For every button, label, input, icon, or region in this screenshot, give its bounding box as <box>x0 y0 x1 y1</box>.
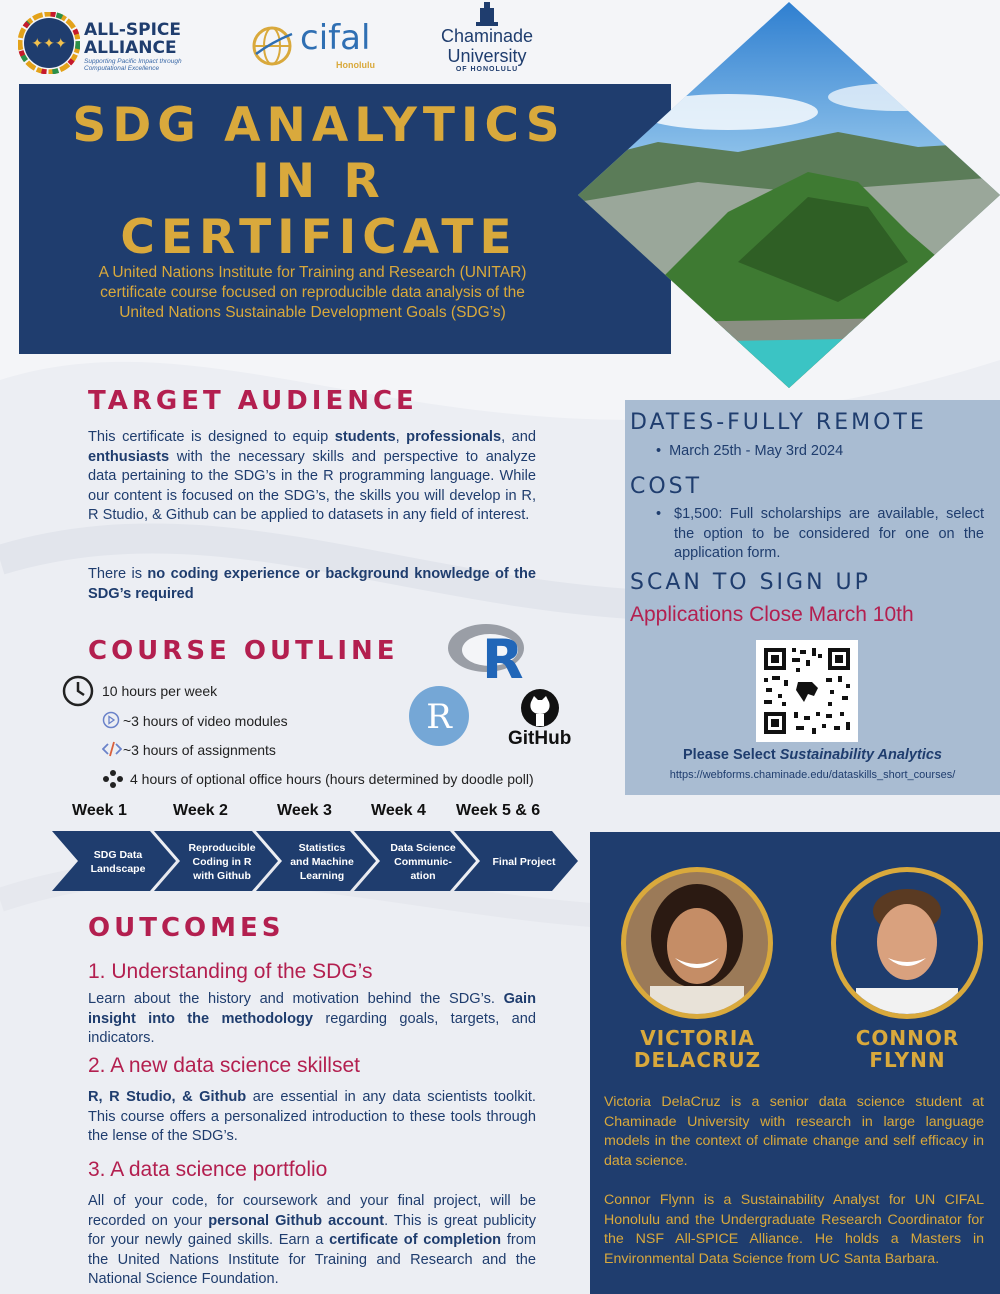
outline-item-office-hours: 4 hours of optional office hours (hours determined by doodle poll) <box>130 771 534 787</box>
timeline-step-1 <box>52 831 176 891</box>
step2-line3: with Github <box>193 870 251 882</box>
landscape-diamond-image <box>578 2 1000 388</box>
r-language-logo <box>446 618 530 686</box>
outcome-3-title: 3. A data science portfolio <box>88 1158 328 1181</box>
outline-item-hours: 10 hours per week <box>102 683 218 699</box>
connor-last-name: FLYNN <box>869 1048 946 1072</box>
target-enthusiasts: enthusiasts <box>88 448 170 465</box>
outcome-2-text-a: are essential in any data scientists toolkit. This course offers a personalized introduction to these tools through the lense of the SDG’s. <box>88 1089 536 1144</box>
chaminade-line1: Chaminade <box>440 26 534 46</box>
chaminade-line3: OF HONOLULU <box>455 66 519 73</box>
step4-line2: Communic- <box>394 856 452 868</box>
chaminade-line2: University <box>447 46 527 66</box>
select-text-a: Please Select <box>683 747 780 763</box>
week-label-4: Week 4 <box>371 802 426 819</box>
target-students: students <box>334 429 396 445</box>
week-label-2: Week 2 <box>173 802 228 819</box>
outcome-2-title: 2. A new data science skillset <box>88 1054 360 1077</box>
chaminade-logo <box>432 0 542 82</box>
title-line3: CERTIFICATE <box>120 210 518 265</box>
victoria-first-name: VICTORIA <box>640 1026 755 1050</box>
select-instruction <box>625 747 1000 763</box>
rstudio-logo <box>408 685 470 747</box>
outcome-1-bold: Gain insight into the methodology <box>88 991 536 1027</box>
scan-heading: SCAN TO SIGN UP <box>630 570 871 595</box>
outcome-3-bold2: certificate of completion <box>329 1232 502 1248</box>
play-video-icon <box>102 711 120 729</box>
outcome-3-text-b: . This is great publicity for your newly gained skills. Earn a <box>88 1212 536 1248</box>
page-subtitle: A United Nations Institute for Training and Research (UNITAR) certificate course focused on reproducible data analysis of the United Nations Sustainable Development Goals (SDG’s) <box>98 264 527 321</box>
code-icon <box>102 741 122 757</box>
outcome-3-text-c: from the United Nations Institute for Training and Research and the National Science Foundation. <box>88 1232 537 1287</box>
target-audience-note <box>88 565 536 604</box>
target-note-a: There is <box>88 566 148 582</box>
cifal-logo <box>250 20 385 70</box>
page-title <box>19 98 619 266</box>
avatar-victoria <box>620 866 774 1020</box>
bullet-icon: • <box>656 443 662 459</box>
svg-text:R: R <box>482 628 524 686</box>
application-deadline: Applications Close March 10th <box>630 603 914 626</box>
outcome-3-text <box>88 1192 536 1290</box>
outcome-2-text <box>88 1088 536 1147</box>
victoria-last-name: DELACRUZ <box>633 1048 762 1072</box>
step1-line2: Landscape <box>90 863 146 875</box>
clock-icon <box>62 675 94 707</box>
cifal-name: cifal <box>300 18 371 58</box>
course-outline-heading: COURSE OUTLINE <box>88 636 399 666</box>
allspice-line1: ALL-SPICE <box>84 20 181 40</box>
outline-item-video: ~3 hours of video modules <box>123 713 288 729</box>
week-label-1: Week 1 <box>72 802 127 819</box>
target-text-b: , <box>395 429 407 445</box>
avatar-connor <box>830 866 984 1020</box>
chaminade-tower-icon <box>472 0 502 26</box>
allspice-tagline1: Supporting Pacific Impact through <box>84 58 182 65</box>
target-audience-text <box>88 428 536 526</box>
instructor-name-victoria <box>610 1027 785 1071</box>
cost-value: $1,500: Full scholarships are available, select the option to be considered for one on the application form. <box>674 506 984 561</box>
target-note-bold: no coding experience or background knowledge of the SDG’s required <box>88 566 536 602</box>
target-professionals: professionals <box>406 429 502 445</box>
step4-line1: Data Science <box>390 842 456 854</box>
dates-item <box>656 442 843 462</box>
step1-line1: SDG Data <box>93 849 143 861</box>
step3-line2: and Machine <box>290 856 354 868</box>
title-line2: IN R <box>252 154 386 209</box>
cost-heading: COST <box>630 474 703 499</box>
instructor-name-connor <box>820 1027 995 1071</box>
allspice-line2: ALLIANCE <box>84 38 177 58</box>
connor-first-name: CONNOR <box>855 1026 960 1050</box>
step5-line1: Final Project <box>492 856 556 868</box>
week-label-5-6: Week 5 & 6 <box>456 802 541 819</box>
allspice-emblem-icon <box>18 12 80 74</box>
outcome-2-bold: R, R Studio, & Github <box>88 1089 247 1105</box>
course-timeline <box>50 829 580 893</box>
github-label: GitHub <box>508 728 572 749</box>
target-audience-heading: TARGET AUDIENCE <box>88 386 418 416</box>
dates-value: March 25th - May 3rd 2024 <box>669 443 844 459</box>
svg-text:R: R <box>426 697 452 737</box>
svg-text:✦✦✦: ✦✦✦ <box>31 36 67 52</box>
step3-line1: Statistics <box>298 842 346 854</box>
target-text-d: with the necessary skills and perspective to analyze data pertaining to the SDG’s in the R programming language. While our content is focused on the SDG’s, the skills you will develop in R, R Studio, & Github can be applied to datasets in any field of interest. <box>88 448 536 523</box>
signup-qr-code[interactable] <box>756 640 858 742</box>
target-text-a: This certificate is designed to equip <box>88 429 335 445</box>
bio-victoria: Victoria DelaCruz is a senior data science student at Chaminade University with research in large language models in the context of climate change and self efficacy in data science. <box>604 1094 984 1169</box>
outcomes-heading: OUTCOMES <box>88 913 285 943</box>
outcome-1-text <box>88 990 536 1049</box>
bio-connor: Connor Flynn is a Sustainability Analyst for UN CIFAL Honolulu and the Undergraduate Research Coordinator for the NSF All-SPICE Alliance. He holds a Masters in Environmental Data Science from UC Santa Barbara. <box>604 1192 984 1267</box>
allspice-tagline2: Computational Excellence <box>84 65 160 72</box>
allspice-logo <box>18 12 208 74</box>
step3-line3: Learning <box>299 870 345 882</box>
step2-line2: Coding in R <box>192 856 252 868</box>
signup-url-link[interactable]: https://webforms.chaminade.edu/dataskills_short_courses/ <box>669 769 956 781</box>
github-logo-icon <box>518 688 562 728</box>
globe-icon <box>250 24 294 68</box>
outcome-3-bold1: personal Github account <box>208 1212 385 1229</box>
cost-item <box>656 505 984 564</box>
step4-line3: ation <box>410 870 436 882</box>
outcome-1-title: 1. Understanding of the SDG’s <box>88 960 373 983</box>
step2-line1: Reproducible <box>188 842 256 854</box>
bullet-icon: • <box>656 506 662 522</box>
group-meeting-icon <box>102 768 124 790</box>
outcome-3-text-a: All of your code, for coursework and your final project, will be recorded on your <box>88 1193 536 1229</box>
outcome-1-text-a: Learn about the history and motivation behind the SDG’s. <box>88 991 504 1007</box>
dates-heading: DATES-FULLY REMOTE <box>630 410 927 435</box>
target-text-c: , and <box>501 429 536 445</box>
title-line1: SDG ANALYTICS <box>72 98 566 153</box>
cifal-city: Honolulu <box>336 60 375 70</box>
select-text-b: Sustainability Analytics <box>779 747 942 763</box>
outcome-1-text-b: regarding goals, targets, and indicators. <box>88 1010 536 1046</box>
outline-item-assignments: ~3 hours of assignments <box>123 742 276 758</box>
week-label-3: Week 3 <box>277 802 332 819</box>
